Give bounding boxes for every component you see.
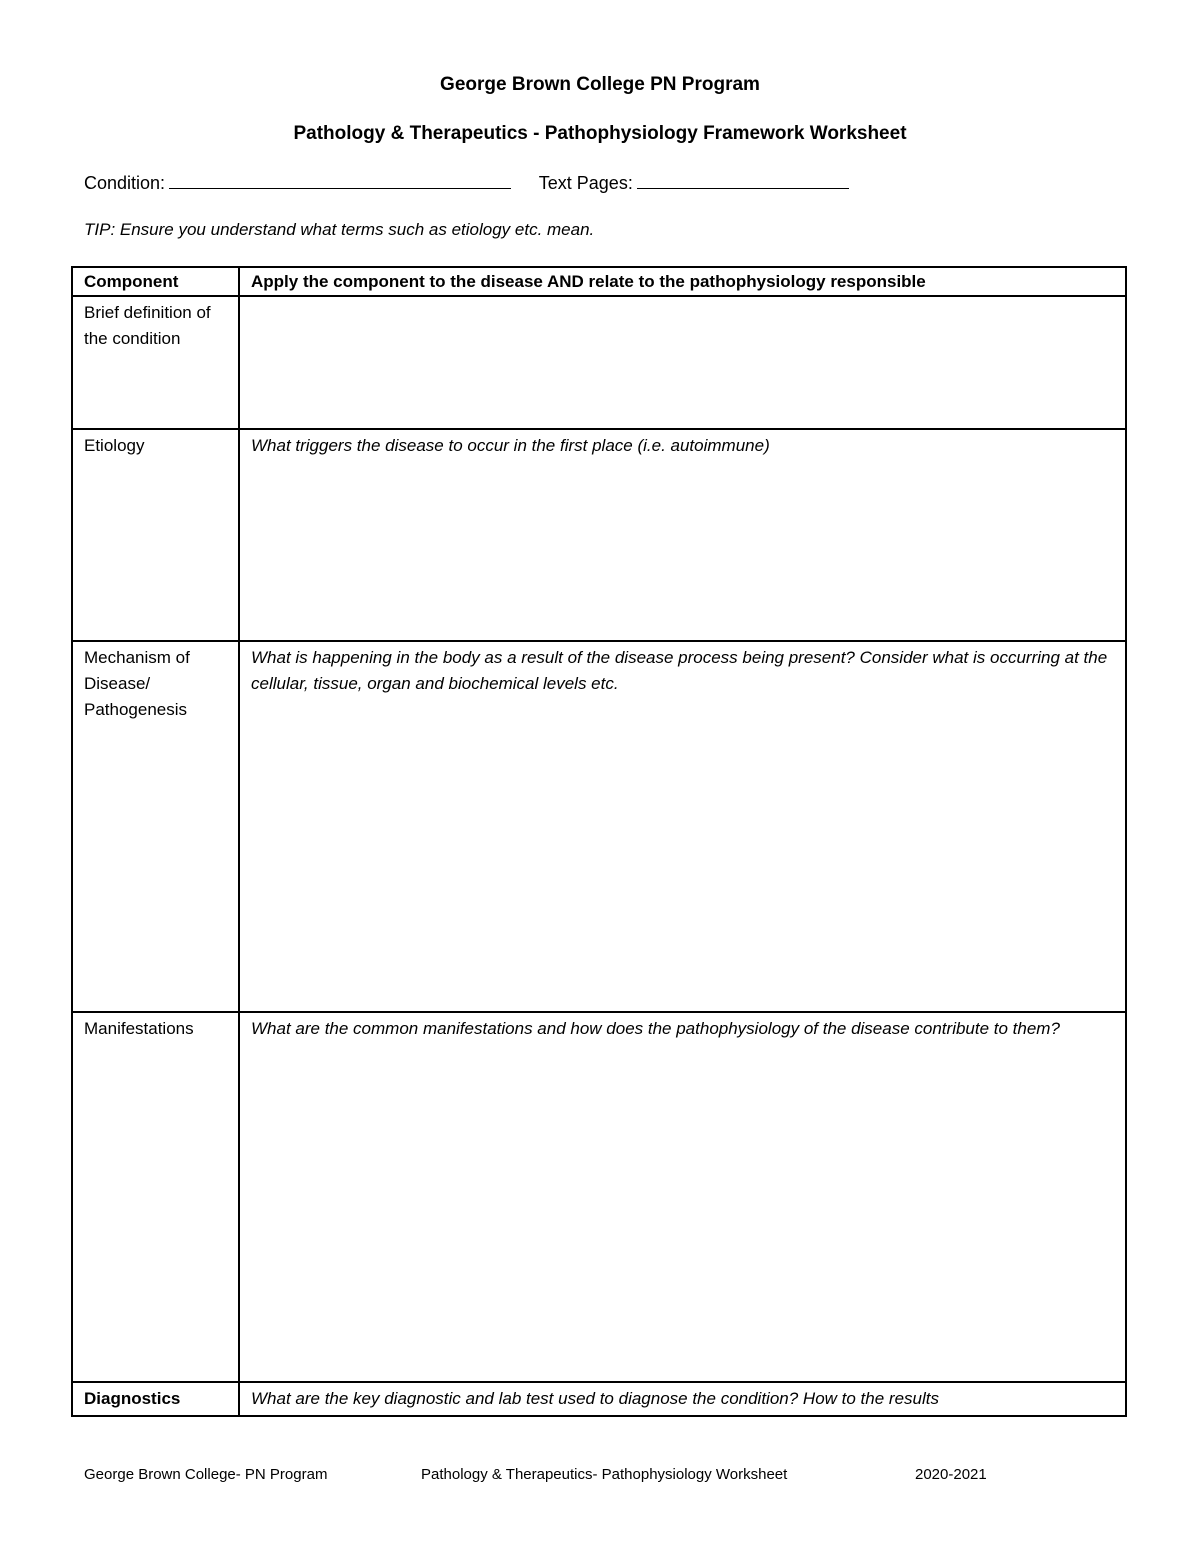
component-cell: Mechanism of Disease/ Pathogenesis: [72, 641, 239, 1012]
worksheet-table: [71, 266, 1127, 1417]
component-cell: Manifestations: [72, 1012, 239, 1382]
answer-cell[interactable]: What triggers the disease to occur in the first place (i.e. autoimmune): [239, 429, 1126, 641]
footer-right: 2020-2021: [915, 1466, 987, 1483]
answer-cell[interactable]: What are the common manifestations and how does the pathophysiology of the disease contribute to them?: [239, 1012, 1126, 1382]
component-cell: Diagnostics: [72, 1382, 239, 1416]
tip-text: TIP: Ensure you understand what terms such as etiology etc. mean.: [84, 220, 595, 239]
footer-center: Pathology & Therapeutics- Pathophysiology Worksheet: [421, 1466, 788, 1483]
table-row: [72, 1012, 1126, 1382]
component-cell: Etiology: [72, 429, 239, 641]
document-title: George Brown College PN Program: [440, 74, 760, 95]
answer-cell[interactable]: What are the key diagnostic and lab test used to diagnose the condition? How to the results: [239, 1382, 1126, 1416]
header-fields: [84, 170, 849, 194]
condition-label: Condition:: [84, 173, 166, 193]
condition-field[interactable]: [169, 170, 511, 189]
table-row: [72, 429, 1126, 641]
table-header-row: [72, 267, 1126, 296]
header-apply: Apply the component to the disease AND relate to the pathophysiology responsible: [239, 267, 1126, 296]
document-subtitle: Pathology & Therapeutics - Pathophysiology Framework Worksheet: [293, 123, 907, 144]
answer-cell[interactable]: What is happening in the body as a result of the disease process being present? Consider what is occurring at the cellular, tissue, organ and biochemical levels etc.: [239, 641, 1126, 1012]
text-pages-label: Text Pages:: [538, 173, 633, 193]
header-component: Component: [72, 267, 239, 296]
footer-left: George Brown College- PN Program: [84, 1466, 328, 1483]
text-pages-field[interactable]: [637, 170, 849, 189]
component-cell: Brief definition of the condition: [72, 296, 239, 429]
table-row: [72, 641, 1126, 1012]
table-row: [72, 296, 1126, 429]
table-row: [72, 1382, 1126, 1416]
answer-cell[interactable]: [239, 296, 1126, 429]
